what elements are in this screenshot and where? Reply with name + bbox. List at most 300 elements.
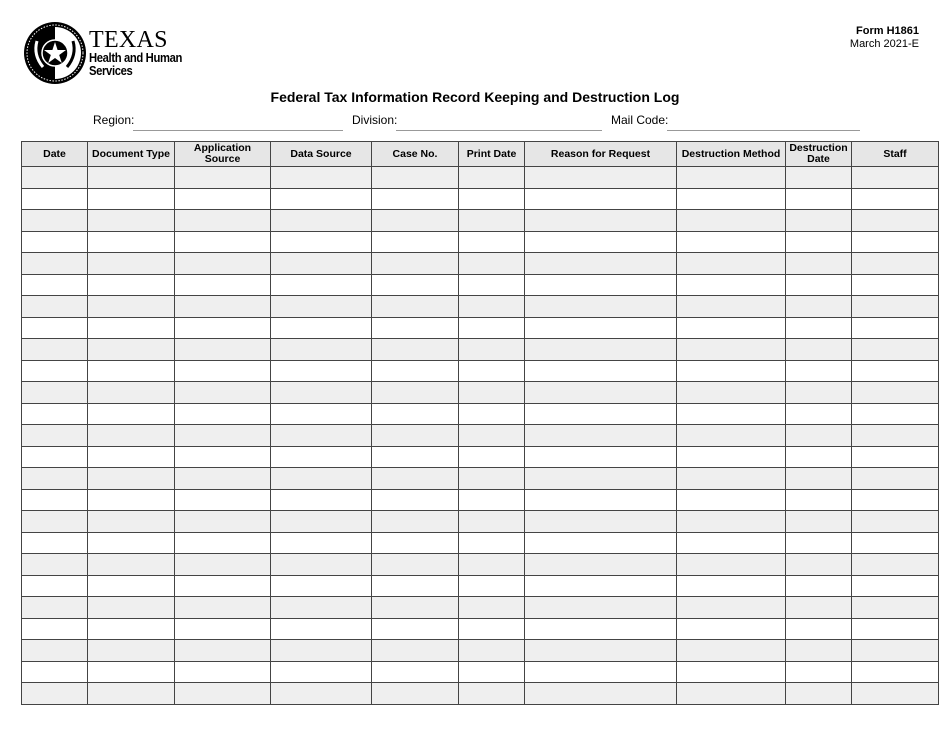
cell-print-date[interactable] bbox=[459, 382, 525, 404]
cell-destruction-date[interactable] bbox=[786, 403, 852, 425]
table-row bbox=[22, 231, 939, 253]
cell-destruction-date[interactable] bbox=[786, 339, 852, 361]
cell-destruction-date[interactable] bbox=[786, 382, 852, 404]
cell-staff[interactable] bbox=[852, 403, 939, 425]
cell-case-no[interactable] bbox=[372, 683, 459, 705]
cell-destruction-method[interactable] bbox=[677, 446, 786, 468]
cell-date[interactable] bbox=[22, 317, 88, 339]
cell-reason-for-request[interactable] bbox=[525, 597, 677, 619]
cell-print-date[interactable] bbox=[459, 468, 525, 490]
form-date: March 2021-E bbox=[849, 38, 919, 50]
cell-application-source[interactable] bbox=[175, 425, 271, 447]
cell-application-source[interactable] bbox=[175, 554, 271, 576]
cell-application-source[interactable] bbox=[175, 339, 271, 361]
cell-application-source[interactable] bbox=[175, 360, 271, 382]
cell-application-source[interactable] bbox=[175, 274, 271, 296]
cell-data-source[interactable] bbox=[271, 317, 372, 339]
cell-reason-for-request[interactable] bbox=[525, 274, 677, 296]
cell-application-source[interactable] bbox=[175, 468, 271, 490]
table-row bbox=[22, 511, 939, 533]
cell-reason-for-request[interactable] bbox=[525, 317, 677, 339]
cell-case-no[interactable] bbox=[372, 231, 459, 253]
cell-reason-for-request[interactable] bbox=[525, 489, 677, 511]
cell-document-type[interactable] bbox=[88, 210, 175, 232]
cell-destruction-method[interactable] bbox=[677, 468, 786, 490]
cell-destruction-date[interactable] bbox=[786, 489, 852, 511]
cell-reason-for-request[interactable] bbox=[525, 618, 677, 640]
cell-print-date[interactable] bbox=[459, 597, 525, 619]
cell-destruction-method[interactable] bbox=[677, 339, 786, 361]
table-row bbox=[22, 360, 939, 382]
cell-reason-for-request[interactable] bbox=[525, 468, 677, 490]
cell-print-date[interactable] bbox=[459, 489, 525, 511]
cell-data-source[interactable] bbox=[271, 296, 372, 318]
cell-reason-for-request[interactable] bbox=[525, 339, 677, 361]
table-row bbox=[22, 554, 939, 576]
cell-print-date[interactable] bbox=[459, 425, 525, 447]
cell-destruction-date[interactable] bbox=[786, 575, 852, 597]
cell-staff[interactable] bbox=[852, 489, 939, 511]
cell-reason-for-request[interactable] bbox=[525, 511, 677, 533]
cell-staff[interactable] bbox=[852, 167, 939, 189]
cell-reason-for-request[interactable] bbox=[525, 575, 677, 597]
cell-case-no[interactable] bbox=[372, 446, 459, 468]
cell-data-source[interactable] bbox=[271, 640, 372, 662]
cell-staff[interactable] bbox=[852, 425, 939, 447]
cell-staff[interactable] bbox=[852, 468, 939, 490]
cell-staff[interactable] bbox=[852, 554, 939, 576]
cell-destruction-date[interactable] bbox=[786, 661, 852, 683]
cell-application-source[interactable] bbox=[175, 640, 271, 662]
cell-destruction-date[interactable] bbox=[786, 468, 852, 490]
cell-application-source[interactable] bbox=[175, 661, 271, 683]
table-row bbox=[22, 210, 939, 232]
cell-data-source[interactable] bbox=[271, 511, 372, 533]
cell-date[interactable] bbox=[22, 511, 88, 533]
cell-print-date[interactable] bbox=[459, 511, 525, 533]
cell-destruction-date[interactable] bbox=[786, 188, 852, 210]
cell-document-type[interactable] bbox=[88, 618, 175, 640]
column-header-date: Date bbox=[22, 142, 88, 167]
cell-reason-for-request[interactable] bbox=[525, 253, 677, 275]
cell-print-date[interactable] bbox=[459, 167, 525, 189]
cell-document-type[interactable] bbox=[88, 317, 175, 339]
cell-document-type[interactable] bbox=[88, 167, 175, 189]
cell-application-source[interactable] bbox=[175, 167, 271, 189]
cell-staff[interactable] bbox=[852, 231, 939, 253]
cell-destruction-method[interactable] bbox=[677, 489, 786, 511]
cell-date[interactable] bbox=[22, 403, 88, 425]
cell-reason-for-request[interactable] bbox=[525, 188, 677, 210]
column-header-staff: Staff bbox=[852, 142, 939, 167]
cell-destruction-date[interactable] bbox=[786, 618, 852, 640]
cell-data-source[interactable] bbox=[271, 446, 372, 468]
cell-print-date[interactable] bbox=[459, 575, 525, 597]
cell-print-date[interactable] bbox=[459, 210, 525, 232]
cell-date[interactable] bbox=[22, 640, 88, 662]
cell-reason-for-request[interactable] bbox=[525, 683, 677, 705]
cell-date[interactable] bbox=[22, 339, 88, 361]
cell-reason-for-request[interactable] bbox=[525, 446, 677, 468]
cell-data-source[interactable] bbox=[271, 210, 372, 232]
cell-case-no[interactable] bbox=[372, 511, 459, 533]
cell-destruction-method[interactable] bbox=[677, 403, 786, 425]
cell-case-no[interactable] bbox=[372, 618, 459, 640]
region-label: Region: bbox=[93, 113, 135, 127]
cell-destruction-date[interactable] bbox=[786, 296, 852, 318]
form-number: Form H1861 bbox=[856, 25, 919, 37]
cell-case-no[interactable] bbox=[372, 167, 459, 189]
cell-date[interactable] bbox=[22, 231, 88, 253]
table-row bbox=[22, 339, 939, 361]
cell-staff[interactable] bbox=[852, 640, 939, 662]
cell-destruction-date[interactable] bbox=[786, 554, 852, 576]
cell-print-date[interactable] bbox=[459, 446, 525, 468]
table-row bbox=[22, 253, 939, 275]
cell-case-no[interactable] bbox=[372, 640, 459, 662]
cell-date[interactable] bbox=[22, 210, 88, 232]
cell-application-source[interactable] bbox=[175, 683, 271, 705]
cell-destruction-date[interactable] bbox=[786, 360, 852, 382]
table-row bbox=[22, 274, 939, 296]
cell-date[interactable] bbox=[22, 683, 88, 705]
cell-document-type[interactable] bbox=[88, 253, 175, 275]
agency-brand bbox=[89, 28, 192, 78]
cell-case-no[interactable] bbox=[372, 425, 459, 447]
cell-date[interactable] bbox=[22, 532, 88, 554]
cell-application-source[interactable] bbox=[175, 296, 271, 318]
cell-staff[interactable] bbox=[852, 683, 939, 705]
cell-document-type[interactable] bbox=[88, 575, 175, 597]
table-row bbox=[22, 575, 939, 597]
cell-print-date[interactable] bbox=[459, 274, 525, 296]
cell-document-type[interactable] bbox=[88, 446, 175, 468]
cell-date[interactable] bbox=[22, 296, 88, 318]
cell-destruction-method[interactable] bbox=[677, 253, 786, 275]
column-header-destruction-date: Destruction Date bbox=[786, 142, 852, 167]
cell-case-no[interactable] bbox=[372, 296, 459, 318]
cell-data-source[interactable] bbox=[271, 253, 372, 275]
cell-date[interactable] bbox=[22, 274, 88, 296]
cell-case-no[interactable] bbox=[372, 532, 459, 554]
cell-destruction-date[interactable] bbox=[786, 532, 852, 554]
cell-staff[interactable] bbox=[852, 661, 939, 683]
cell-destruction-method[interactable] bbox=[677, 167, 786, 189]
cell-application-source[interactable] bbox=[175, 575, 271, 597]
cell-date[interactable] bbox=[22, 618, 88, 640]
column-header-destruction-method: Destruction Method bbox=[677, 142, 786, 167]
cell-destruction-date[interactable] bbox=[786, 640, 852, 662]
cell-case-no[interactable] bbox=[372, 339, 459, 361]
cell-date[interactable] bbox=[22, 382, 88, 404]
cell-destruction-method[interactable] bbox=[677, 597, 786, 619]
cell-data-source[interactable] bbox=[271, 167, 372, 189]
page-title: Federal Tax Information Record Keeping and Destruction Log bbox=[270, 89, 680, 105]
table-row bbox=[22, 683, 939, 705]
cell-document-type[interactable] bbox=[88, 532, 175, 554]
cell-reason-for-request[interactable] bbox=[525, 210, 677, 232]
cell-application-source[interactable] bbox=[175, 532, 271, 554]
cell-staff[interactable] bbox=[852, 274, 939, 296]
cell-application-source[interactable] bbox=[175, 511, 271, 533]
cell-destruction-date[interactable] bbox=[786, 683, 852, 705]
cell-application-source[interactable] bbox=[175, 188, 271, 210]
column-header-data-source: Data Source bbox=[271, 142, 372, 167]
cell-application-source[interactable] bbox=[175, 210, 271, 232]
cell-destruction-method[interactable] bbox=[677, 296, 786, 318]
cell-destruction-method[interactable] bbox=[677, 511, 786, 533]
cell-date[interactable] bbox=[22, 597, 88, 619]
cell-reason-for-request[interactable] bbox=[525, 167, 677, 189]
region-field[interactable] bbox=[133, 130, 343, 131]
cell-print-date[interactable] bbox=[459, 683, 525, 705]
cell-document-type[interactable] bbox=[88, 403, 175, 425]
cell-destruction-date[interactable] bbox=[786, 511, 852, 533]
cell-data-source[interactable] bbox=[271, 575, 372, 597]
cell-destruction-date[interactable] bbox=[786, 597, 852, 619]
cell-case-no[interactable] bbox=[372, 210, 459, 232]
cell-data-source[interactable] bbox=[271, 425, 372, 447]
mail-code-field[interactable] bbox=[667, 130, 860, 131]
cell-date[interactable] bbox=[22, 188, 88, 210]
cell-reason-for-request[interactable] bbox=[525, 231, 677, 253]
cell-staff[interactable] bbox=[852, 382, 939, 404]
table-row bbox=[22, 167, 939, 189]
cell-case-no[interactable] bbox=[372, 382, 459, 404]
cell-staff[interactable] bbox=[852, 188, 939, 210]
brand-title: TEXAS bbox=[89, 27, 168, 53]
cell-application-source[interactable] bbox=[175, 446, 271, 468]
cell-print-date[interactable] bbox=[459, 532, 525, 554]
cell-destruction-date[interactable] bbox=[786, 425, 852, 447]
table-row bbox=[22, 661, 939, 683]
cell-reason-for-request[interactable] bbox=[525, 532, 677, 554]
division-label: Division: bbox=[352, 113, 398, 127]
cell-application-source[interactable] bbox=[175, 231, 271, 253]
cell-destruction-method[interactable] bbox=[677, 618, 786, 640]
cell-data-source[interactable] bbox=[271, 188, 372, 210]
cell-reason-for-request[interactable] bbox=[525, 296, 677, 318]
cell-destruction-method[interactable] bbox=[677, 640, 786, 662]
cell-date[interactable] bbox=[22, 446, 88, 468]
cell-application-source[interactable] bbox=[175, 618, 271, 640]
cell-destruction-method[interactable] bbox=[677, 274, 786, 296]
cell-case-no[interactable] bbox=[372, 597, 459, 619]
cell-date[interactable] bbox=[22, 425, 88, 447]
cell-print-date[interactable] bbox=[459, 640, 525, 662]
cell-case-no[interactable] bbox=[372, 468, 459, 490]
cell-data-source[interactable] bbox=[271, 683, 372, 705]
cell-data-source[interactable] bbox=[271, 274, 372, 296]
cell-document-type[interactable] bbox=[88, 489, 175, 511]
cell-document-type[interactable] bbox=[88, 339, 175, 361]
cell-case-no[interactable] bbox=[372, 188, 459, 210]
cell-destruction-method[interactable] bbox=[677, 575, 786, 597]
cell-case-no[interactable] bbox=[372, 253, 459, 275]
cell-destruction-method[interactable] bbox=[677, 532, 786, 554]
cell-destruction-method[interactable] bbox=[677, 317, 786, 339]
cell-destruction-method[interactable] bbox=[677, 382, 786, 404]
form-identifier bbox=[850, 25, 919, 51]
cell-application-source[interactable] bbox=[175, 317, 271, 339]
cell-reason-for-request[interactable] bbox=[525, 382, 677, 404]
cell-destruction-method[interactable] bbox=[677, 661, 786, 683]
column-header-print-date: Print Date bbox=[459, 142, 525, 167]
cell-data-source[interactable] bbox=[271, 468, 372, 490]
cell-case-no[interactable] bbox=[372, 403, 459, 425]
cell-data-source[interactable] bbox=[271, 554, 372, 576]
cell-data-source[interactable] bbox=[271, 403, 372, 425]
table-row bbox=[22, 403, 939, 425]
cell-case-no[interactable] bbox=[372, 317, 459, 339]
cell-document-type[interactable] bbox=[88, 554, 175, 576]
cell-staff[interactable] bbox=[852, 339, 939, 361]
cell-date[interactable] bbox=[22, 468, 88, 490]
cell-staff[interactable] bbox=[852, 532, 939, 554]
cell-application-source[interactable] bbox=[175, 597, 271, 619]
cell-print-date[interactable] bbox=[459, 317, 525, 339]
cell-application-source[interactable] bbox=[175, 253, 271, 275]
cell-destruction-method[interactable] bbox=[677, 231, 786, 253]
cell-print-date[interactable] bbox=[459, 554, 525, 576]
cell-case-no[interactable] bbox=[372, 360, 459, 382]
cell-date[interactable] bbox=[22, 253, 88, 275]
cell-date[interactable] bbox=[22, 575, 88, 597]
cell-reason-for-request[interactable] bbox=[525, 403, 677, 425]
cell-staff[interactable] bbox=[852, 446, 939, 468]
cell-application-source[interactable] bbox=[175, 403, 271, 425]
cell-document-type[interactable] bbox=[88, 360, 175, 382]
cell-date[interactable] bbox=[22, 167, 88, 189]
cell-document-type[interactable] bbox=[88, 296, 175, 318]
cell-data-source[interactable] bbox=[271, 339, 372, 361]
cell-staff[interactable] bbox=[852, 597, 939, 619]
table-row bbox=[22, 188, 939, 210]
cell-destruction-method[interactable] bbox=[677, 210, 786, 232]
cell-data-source[interactable] bbox=[271, 231, 372, 253]
cell-destruction-date[interactable] bbox=[786, 231, 852, 253]
table-row bbox=[22, 618, 939, 640]
table-row bbox=[22, 446, 939, 468]
cell-print-date[interactable] bbox=[459, 296, 525, 318]
cell-print-date[interactable] bbox=[459, 188, 525, 210]
cell-document-type[interactable] bbox=[88, 640, 175, 662]
table-row bbox=[22, 489, 939, 511]
cell-print-date[interactable] bbox=[459, 231, 525, 253]
cell-application-source[interactable] bbox=[175, 382, 271, 404]
mail-code-label: Mail Code: bbox=[611, 113, 669, 127]
table-row bbox=[22, 317, 939, 339]
cell-staff[interactable] bbox=[852, 618, 939, 640]
cell-document-type[interactable] bbox=[88, 511, 175, 533]
division-field[interactable] bbox=[396, 130, 602, 131]
cell-print-date[interactable] bbox=[459, 253, 525, 275]
table-row bbox=[22, 296, 939, 318]
cell-staff[interactable] bbox=[852, 253, 939, 275]
cell-data-source[interactable] bbox=[271, 382, 372, 404]
cell-reason-for-request[interactable] bbox=[525, 554, 677, 576]
cell-data-source[interactable] bbox=[271, 618, 372, 640]
cell-reason-for-request[interactable] bbox=[525, 661, 677, 683]
cell-destruction-date[interactable] bbox=[786, 317, 852, 339]
cell-document-type[interactable] bbox=[88, 661, 175, 683]
table-row bbox=[22, 425, 939, 447]
cell-destruction-method[interactable] bbox=[677, 360, 786, 382]
cell-document-type[interactable] bbox=[88, 425, 175, 447]
cell-date[interactable] bbox=[22, 554, 88, 576]
cell-case-no[interactable] bbox=[372, 661, 459, 683]
table-row bbox=[22, 532, 939, 554]
brand-subtitle-line2: Services bbox=[89, 64, 133, 78]
column-header-document-type: Document Type bbox=[88, 142, 175, 167]
cell-print-date[interactable] bbox=[459, 661, 525, 683]
cell-destruction-method[interactable] bbox=[677, 554, 786, 576]
cell-destruction-method[interactable] bbox=[677, 425, 786, 447]
cell-document-type[interactable] bbox=[88, 382, 175, 404]
cell-print-date[interactable] bbox=[459, 339, 525, 361]
cell-date[interactable] bbox=[22, 489, 88, 511]
table-row bbox=[22, 640, 939, 662]
cell-staff[interactable] bbox=[852, 575, 939, 597]
cell-document-type[interactable] bbox=[88, 274, 175, 296]
cell-staff[interactable] bbox=[852, 360, 939, 382]
cell-print-date[interactable] bbox=[459, 618, 525, 640]
cell-case-no[interactable] bbox=[372, 489, 459, 511]
cell-data-source[interactable] bbox=[271, 360, 372, 382]
cell-destruction-date[interactable] bbox=[786, 446, 852, 468]
record-log-table bbox=[21, 141, 939, 705]
cell-date[interactable] bbox=[22, 661, 88, 683]
table-row bbox=[22, 468, 939, 490]
cell-reason-for-request[interactable] bbox=[525, 360, 677, 382]
cell-document-type[interactable] bbox=[88, 188, 175, 210]
cell-data-source[interactable] bbox=[271, 489, 372, 511]
column-header-application-source: Application Source bbox=[175, 142, 271, 167]
column-header-reason-for-request: Reason for Request bbox=[525, 142, 677, 167]
cell-destruction-method[interactable] bbox=[677, 188, 786, 210]
texas-seal-icon bbox=[23, 21, 87, 85]
cell-staff[interactable] bbox=[852, 296, 939, 318]
cell-reason-for-request[interactable] bbox=[525, 425, 677, 447]
cell-print-date[interactable] bbox=[459, 360, 525, 382]
table-body bbox=[22, 167, 939, 705]
cell-destruction-date[interactable] bbox=[786, 253, 852, 275]
cell-print-date[interactable] bbox=[459, 403, 525, 425]
cell-data-source[interactable] bbox=[271, 661, 372, 683]
cell-case-no[interactable] bbox=[372, 554, 459, 576]
cell-destruction-date[interactable] bbox=[786, 210, 852, 232]
cell-case-no[interactable] bbox=[372, 575, 459, 597]
cell-data-source[interactable] bbox=[271, 532, 372, 554]
cell-staff[interactable] bbox=[852, 511, 939, 533]
column-header-case-no: Case No. bbox=[372, 142, 459, 167]
cell-staff[interactable] bbox=[852, 317, 939, 339]
table-row bbox=[22, 597, 939, 619]
cell-data-source[interactable] bbox=[271, 597, 372, 619]
cell-destruction-method[interactable] bbox=[677, 683, 786, 705]
cell-staff[interactable] bbox=[852, 210, 939, 232]
cell-case-no[interactable] bbox=[372, 274, 459, 296]
cell-document-type[interactable] bbox=[88, 468, 175, 490]
cell-date[interactable] bbox=[22, 360, 88, 382]
cell-application-source[interactable] bbox=[175, 489, 271, 511]
cell-destruction-date[interactable] bbox=[786, 274, 852, 296]
cell-destruction-date[interactable] bbox=[786, 167, 852, 189]
cell-document-type[interactable] bbox=[88, 597, 175, 619]
cell-document-type[interactable] bbox=[88, 683, 175, 705]
cell-document-type[interactable] bbox=[88, 231, 175, 253]
cell-reason-for-request[interactable] bbox=[525, 640, 677, 662]
